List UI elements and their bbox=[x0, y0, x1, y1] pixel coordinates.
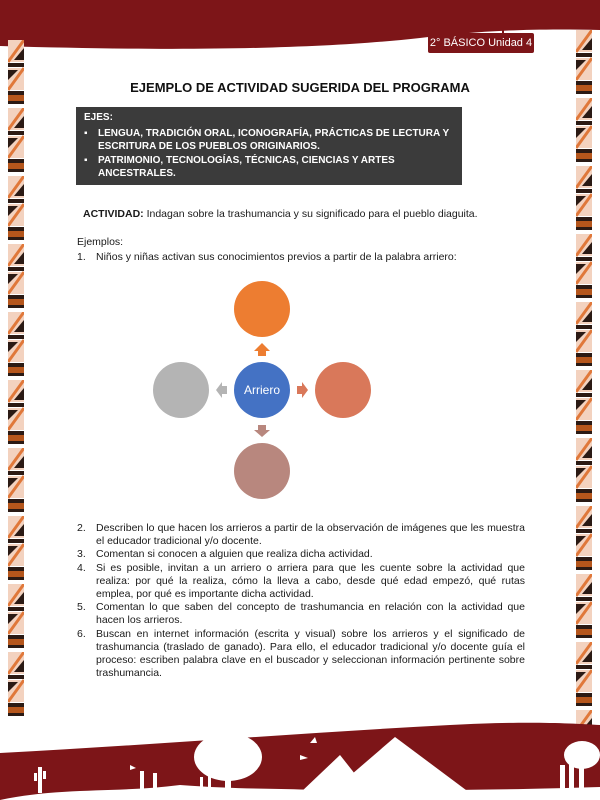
arrow-down-icon bbox=[254, 425, 270, 437]
list-item: 3. Comentan si conocen a alguien que realiza dicha actividad. bbox=[77, 548, 373, 561]
ejes-item: ▪ PATRIMONIO, TECNOLOGÍAS, TÉCNICAS, CIENCIAS Y ARTES ANCESTRALES. bbox=[84, 154, 456, 180]
arrow-left-icon bbox=[216, 382, 227, 398]
arrow-right-icon bbox=[297, 382, 308, 398]
actividad-label: ACTIVIDAD: bbox=[83, 208, 144, 220]
list-item: 2. Describen lo que hacen los arrieros a partir de la observación de imágenes que les muestra el educador tradicional y/o docente. bbox=[77, 522, 525, 548]
list-item: 6. Buscan en internet información (escrita y visual) sobre los arrieros y el significado de trashumancia (traslado de ganado). Para ello, el educador tradicional y/o docente guía el proceso: escriben palabra clave en el buscador y seleccionan información pertinente sobre trashumancia. bbox=[77, 627, 525, 680]
arrow-up-icon bbox=[254, 343, 270, 356]
grade-unit-badge: 2° BÁSICO Unidad 4 bbox=[428, 33, 534, 53]
top-circle bbox=[234, 281, 290, 337]
ejes-item: ▪ LENGUA, TRADICIÓN ORAL, ICONOGRAFÍA, PRÁCTICAS DE LECTURA Y ESCRITURA DE LOS PUEBLOS ORIGINARIOS. bbox=[84, 127, 456, 153]
ejes-list bbox=[84, 127, 456, 181]
actividad-line bbox=[83, 208, 478, 220]
ejes-box bbox=[76, 107, 462, 185]
center-label: Arriero bbox=[243, 383, 281, 397]
list-item: 1. Niños y niñas activan sus conocimientos previos a partir de la palabra arriero: bbox=[77, 251, 457, 263]
page-title: EJEMPLO DE ACTIVIDAD SUGERIDA DEL PROGRAMA bbox=[130, 80, 470, 95]
actividad-text: Indagan sobre la trashumancia y su significado para el pueblo diaguita. bbox=[143, 208, 478, 220]
right-circle bbox=[315, 362, 371, 418]
bottom-circle bbox=[234, 443, 290, 499]
steps-list-first bbox=[77, 251, 525, 264]
bottom-landscape-banner bbox=[0, 715, 600, 800]
ejes-label: EJES: bbox=[84, 112, 113, 123]
ejemplos-label: Ejemplos: bbox=[77, 236, 124, 248]
arriero-diagram bbox=[140, 275, 400, 505]
left-circle bbox=[153, 362, 209, 418]
steps-list bbox=[77, 522, 525, 680]
decorative-border-right bbox=[576, 30, 592, 730]
list-item: 5. Comentan lo que saben del concepto de trashumancia en relación con la actividad que hacen los arrieros. bbox=[77, 601, 525, 627]
list-item: 4. Si es posible, invitan a un arriero o arriera para que les cuente sobre la actividad que realiza: por qué la realiza, cómo la lleva a cabo, desde qué edad empezó, qué rutas emplea, por qué es importante dicha actividad. bbox=[77, 561, 525, 601]
decorative-border-left bbox=[8, 40, 24, 720]
